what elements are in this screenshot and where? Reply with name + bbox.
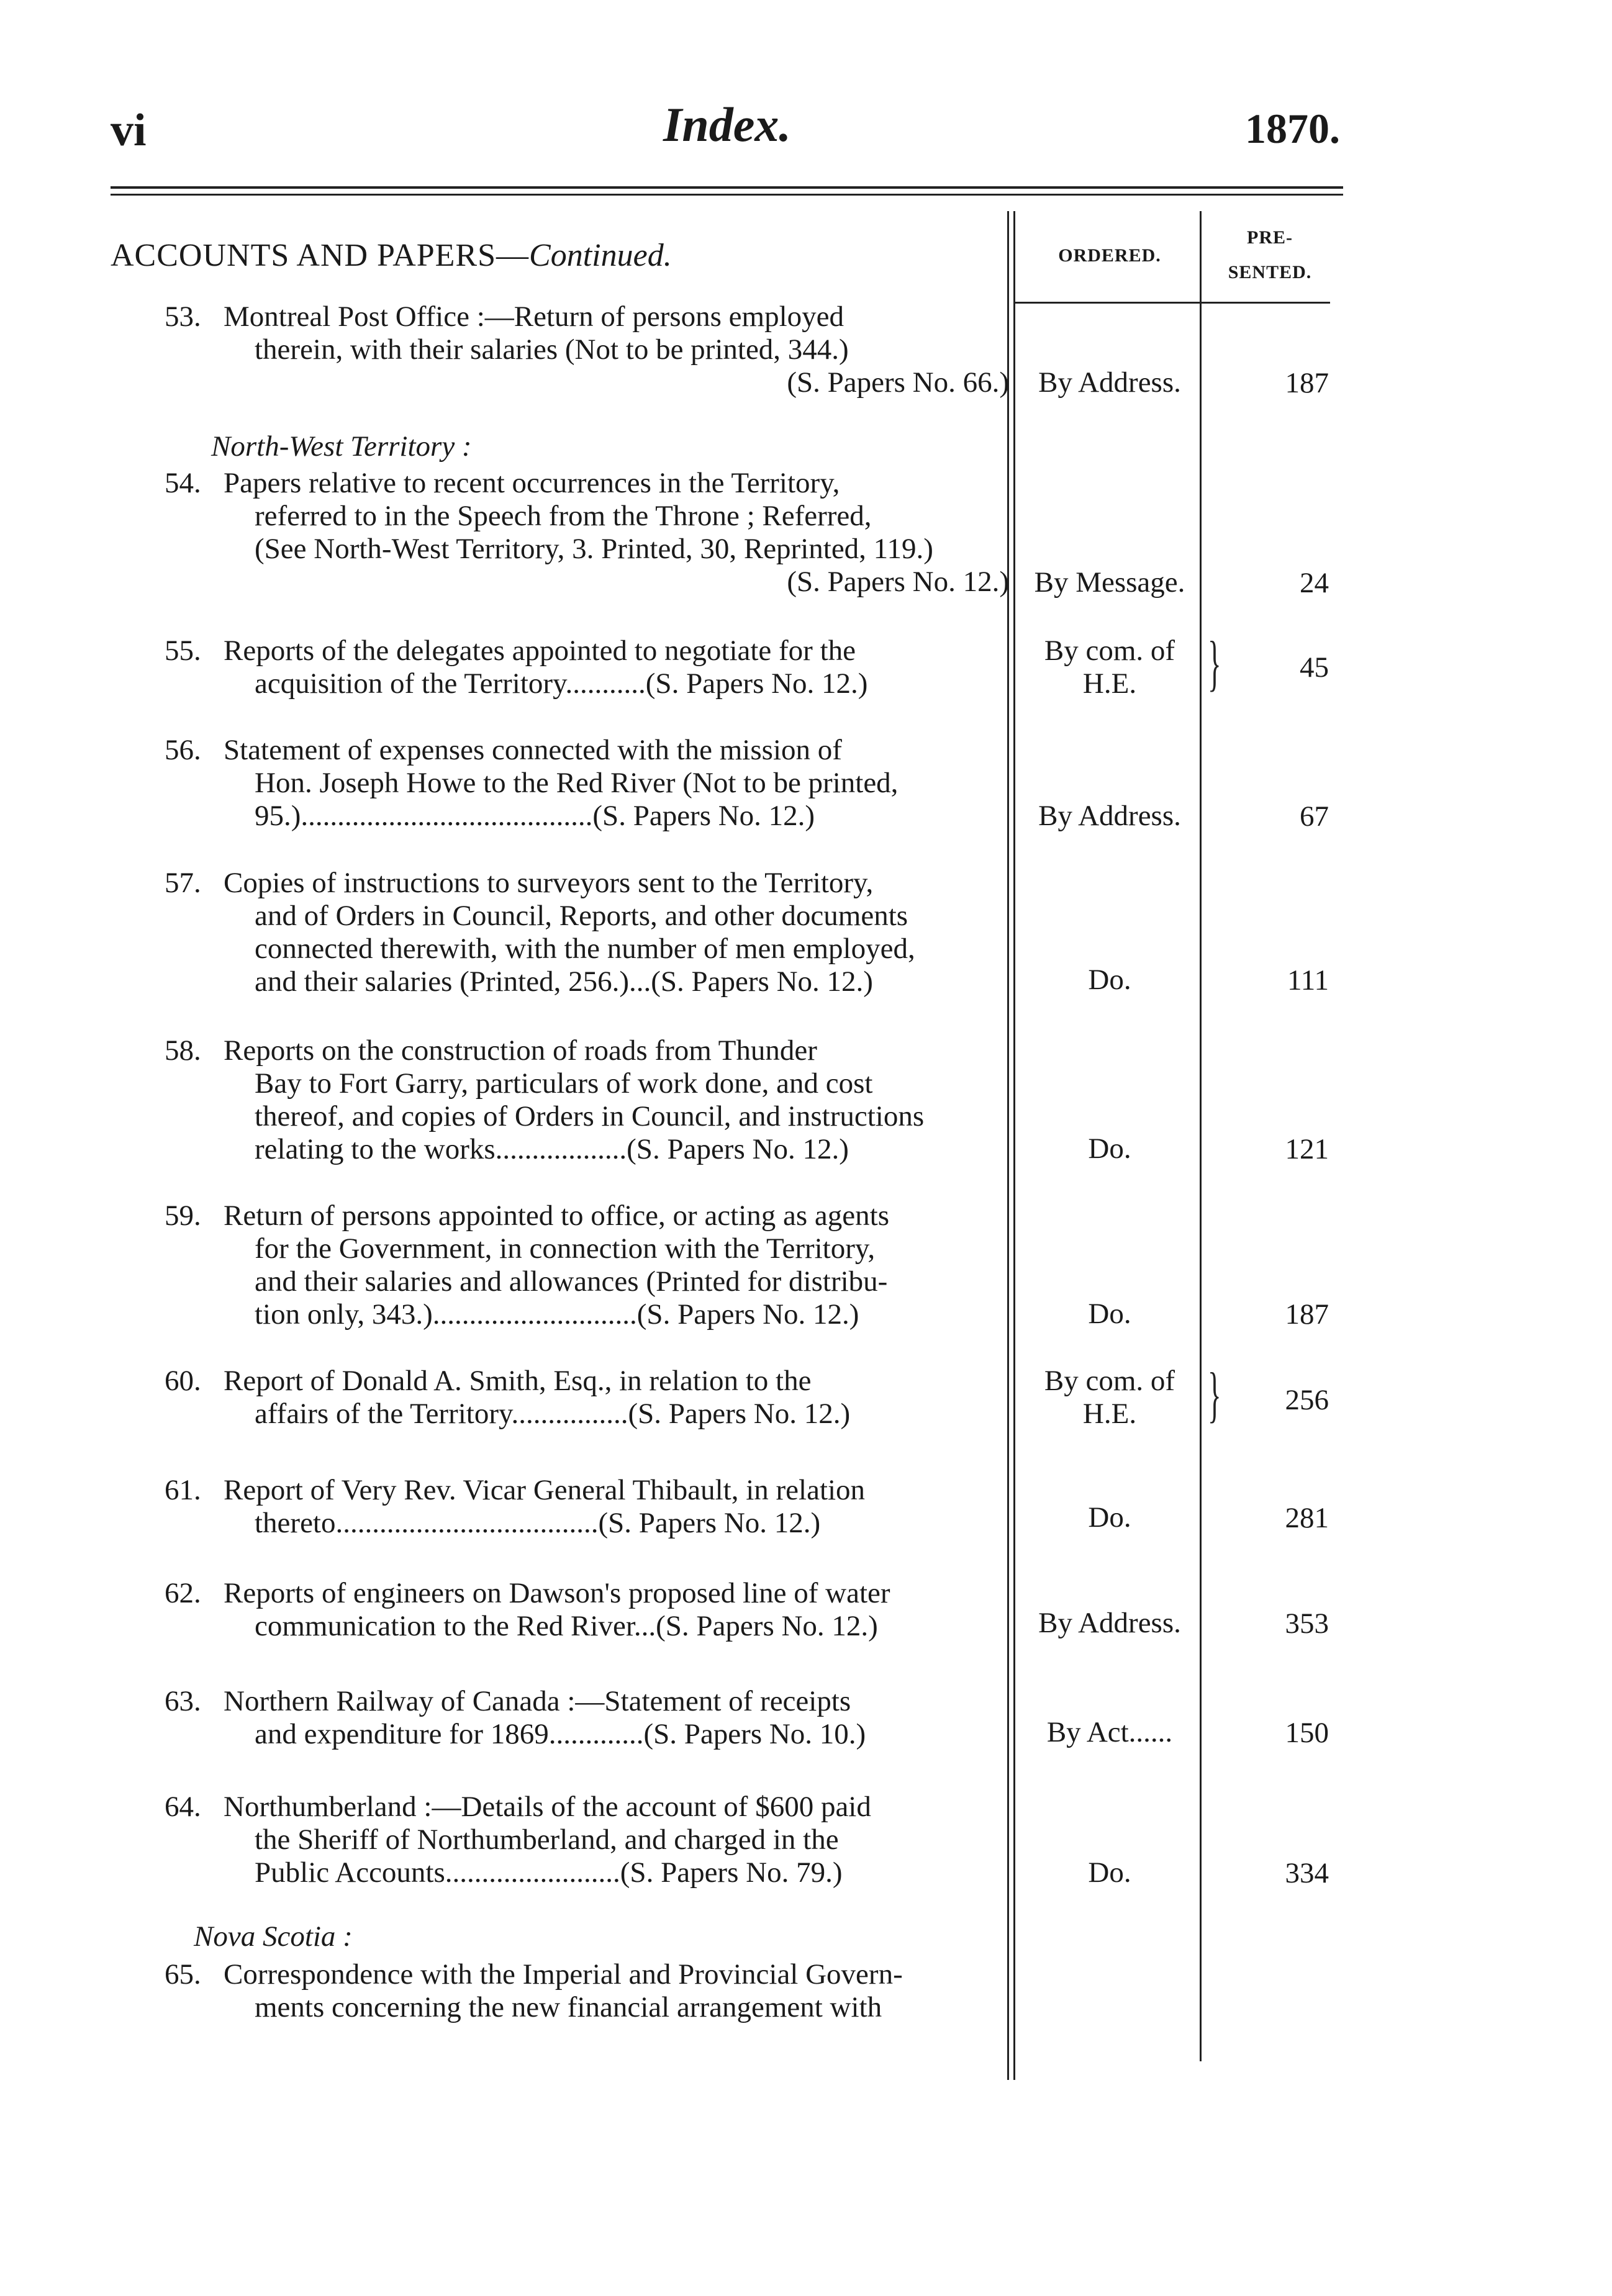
entry-65	[165, 1958, 1009, 2024]
entry-line: Return of persons appointed to office, or acting as agents	[224, 1200, 890, 1232]
ordered-value: By Message.	[1034, 566, 1185, 599]
entry-number: 54.	[165, 467, 201, 499]
brace: }	[1208, 1360, 1221, 1429]
ordered-value: Do.	[1088, 1132, 1131, 1165]
page-header	[111, 93, 1340, 174]
entry-58	[165, 1034, 1009, 1166]
entry-number: 59.	[165, 1200, 201, 1232]
entry-number: 55.	[165, 635, 201, 667]
entry-line: Reports of the delegates appointed to negotiate for the	[224, 635, 856, 667]
presented-value: 67	[1300, 800, 1329, 833]
entry-line: 95.)........................................(S. Papers No. 12.)	[255, 800, 815, 832]
entry-line: for the Government, in connection with the Territory,	[255, 1232, 876, 1265]
sessional-paper-ref: (S. Papers No. 66.)	[787, 366, 1009, 399]
subhead-north-west-territory: North-West Territory :	[211, 430, 472, 463]
ordered-value: By Act......	[1046, 1716, 1173, 1748]
entry-line: Northumberland :—Details of the account of $600 paid	[224, 1791, 871, 1823]
entry-line: acquisition of the Territory...........(S. Papers No. 12.)	[255, 667, 868, 700]
ordered-value: By com. of H.E.	[1044, 635, 1175, 700]
entry-line: Statement of expenses connected with the mission of	[224, 734, 842, 766]
subhead-nova-scotia: Nova Scotia :	[194, 1920, 353, 1953]
entry-line: Northern Railway of Canada :—Statement of receipts	[224, 1685, 851, 1717]
entry-60	[165, 1365, 1009, 1430]
page-number: vi	[111, 105, 147, 156]
entry-62	[165, 1577, 1009, 1643]
entry-57	[165, 867, 1009, 998]
entry-56	[165, 734, 1009, 833]
entry-line: Correspondence with the Imperial and Provincial Govern-	[224, 1958, 903, 1991]
brace: }	[1208, 628, 1221, 697]
entry-64	[165, 1791, 1009, 1889]
ordered-value: Do.	[1088, 1501, 1131, 1534]
entry-55	[165, 635, 1009, 700]
year: 1870.	[1245, 105, 1340, 152]
entry-line: communication to the Red River...(S. Papers No. 12.)	[255, 1610, 878, 1642]
entry-line: thereto....................................(S. Papers No. 12.)	[255, 1507, 821, 1539]
ordered-value: By Address.	[1038, 800, 1181, 832]
column-heading-rule	[1013, 302, 1330, 304]
ordered-value: Do.	[1088, 1298, 1131, 1330]
entry-line: and their salaries (Printed, 256.)...(S. Papers No. 12.)	[255, 965, 873, 998]
section-title: ACCOUNTS AND PAPERS—Continued.	[111, 238, 672, 273]
entry-line: Montreal Post Office :—Return of persons employed	[224, 301, 844, 333]
entry-line: the Sheriff of Northumberland, and charged in the	[255, 1824, 839, 1856]
sessional-paper-ref: (S. Papers No. 12.)	[787, 566, 1009, 598]
entry-number: 64.	[165, 1791, 201, 1823]
entry-number: 62.	[165, 1577, 201, 1609]
ordered-value: Do.	[1088, 964, 1131, 996]
entry-line: relating to the works..................(S. Papers No. 12.)	[255, 1133, 849, 1165]
presented-value: 256	[1285, 1384, 1329, 1416]
presented-value: 121	[1285, 1133, 1329, 1165]
entry-61	[165, 1474, 1009, 1540]
column-presented-heading: PRE- SENTED.	[1228, 227, 1312, 282]
entry-line: Public Accounts........................(S. Papers No. 79.)	[255, 1856, 843, 1889]
entry-line: ments concerning the new financial arrangement with	[255, 1991, 882, 2023]
presented-value: 187	[1285, 1298, 1329, 1331]
entry-number: 60.	[165, 1365, 201, 1397]
entry-54	[165, 467, 1009, 599]
entry-line: Hon. Joseph Howe to the Red River (Not to be printed,	[255, 767, 899, 799]
presented-value: 111	[1287, 964, 1329, 997]
entry-number: 53.	[165, 301, 201, 333]
entry-line: referred to in the Speech from the Throne ; Referred,	[255, 500, 872, 532]
entry-line: Copies of instructions to surveyors sent to the Territory,	[224, 867, 874, 899]
entry-line: Report of Very Rev. Vicar General Thibault, in relation	[224, 1474, 866, 1506]
presented-value: 187	[1285, 367, 1329, 399]
entry-line: connected therewith, with the number of men employed,	[255, 933, 915, 965]
presented-value: 353	[1285, 1607, 1329, 1640]
entry-line: affairs of the Territory................(S. Papers No. 12.)	[255, 1398, 851, 1430]
entry-number: 63.	[165, 1685, 201, 1717]
entry-59	[165, 1200, 1009, 1331]
entry-line: Bay to Fort Garry, particulars of work done, and cost	[255, 1067, 873, 1100]
entry-line: thereof, and copies of Orders in Council, and instructions	[255, 1100, 925, 1132]
entry-53	[165, 301, 1009, 399]
continued-label: Continued.	[529, 238, 672, 273]
entry-line: Reports of engineers on Dawson's proposed line of water	[224, 1577, 890, 1609]
column-divider-1b	[1013, 211, 1015, 2080]
ordered-value: By Address.	[1038, 1607, 1181, 1639]
entry-line: (See North-West Territory, 3. Printed, 30, Reprinted, 119.)	[255, 533, 933, 565]
entry-line: and of Orders in Council, Reports, and other documents	[255, 900, 908, 932]
header-rule-double	[111, 194, 1343, 196]
presented-value: 281	[1285, 1502, 1329, 1534]
entry-63	[165, 1685, 1009, 1751]
entry-line: therein, with their salaries (Not to be printed, 344.)	[255, 333, 849, 366]
column-divider-2	[1200, 211, 1202, 2061]
ordered-value: Do.	[1088, 1856, 1131, 1889]
presented-value: 24	[1300, 567, 1329, 599]
entry-line: tion only, 343.)............................(S. Papers No. 12.)	[255, 1298, 859, 1331]
presented-value: 334	[1285, 1857, 1329, 1889]
entry-line: Papers relative to recent occurrences in the Territory,	[224, 467, 840, 499]
entry-line: and expenditure for 1869.............(S. Papers No. 10.)	[255, 1718, 866, 1750]
entry-line: Report of Donald A. Smith, Esq., in relation to the	[224, 1365, 812, 1397]
entry-number: 65.	[165, 1958, 201, 1991]
entry-number: 56.	[165, 734, 201, 766]
entry-number: 58.	[165, 1034, 201, 1067]
ordered-value: By com. of H.E.	[1044, 1365, 1175, 1430]
column-ordered-heading: ORDERED.	[1058, 245, 1161, 266]
entry-number: 61.	[165, 1474, 201, 1506]
running-title: Index.	[663, 97, 791, 151]
presented-value: 150	[1285, 1717, 1329, 1749]
entry-line: and their salaries and allowances (Printed for distribu-	[255, 1265, 888, 1298]
entry-number: 57.	[165, 867, 201, 899]
presented-value: 45	[1300, 651, 1329, 684]
entry-line: Reports on the construction of roads from Thunder	[224, 1034, 817, 1067]
header-rule	[111, 186, 1343, 189]
ordered-value: By Address.	[1038, 366, 1181, 399]
